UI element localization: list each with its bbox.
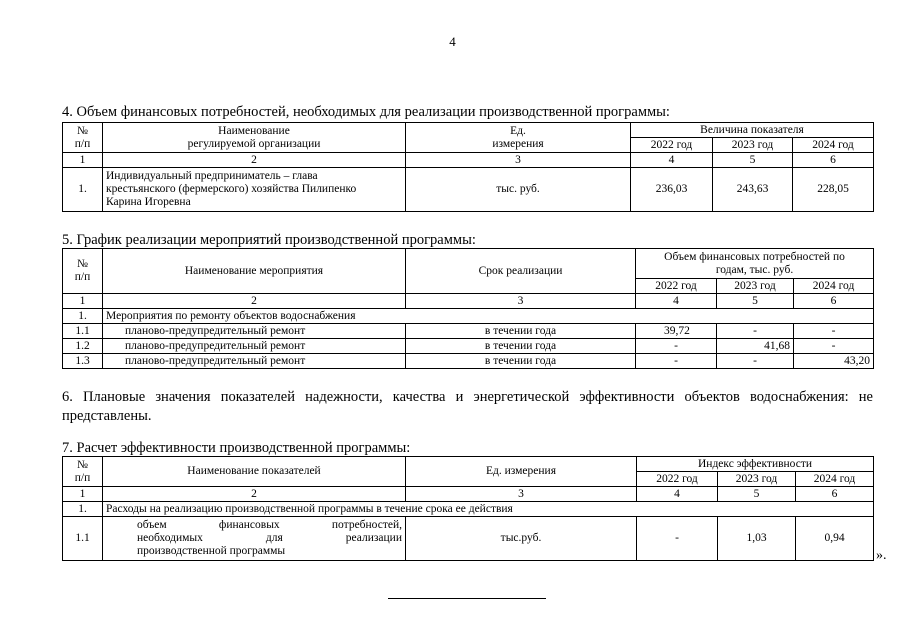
value-2023: -	[717, 354, 794, 369]
colnum: 2	[103, 153, 406, 168]
header-num: № п/п	[63, 123, 103, 153]
separator-line	[388, 598, 546, 599]
value-2024: -	[794, 339, 874, 354]
colnum: 6	[794, 294, 874, 309]
header-year-2024: 2024 год	[793, 138, 874, 153]
group-num: 1.	[63, 309, 103, 324]
schedule-table	[62, 248, 874, 369]
indicator-name-line: необходимых для реализации	[137, 532, 402, 544]
value-2022: -	[636, 354, 717, 369]
value-2024: 228,05	[793, 168, 874, 212]
event-name: планово-предупредительный ремонт	[103, 339, 406, 354]
group-row	[63, 309, 874, 324]
value-2022: 236,03	[631, 168, 713, 212]
financial-needs-table	[62, 122, 874, 212]
organization-name: Индивидуальный предприниматель – глава крестьянского (фермерского) хозяйства Пилипенко Карина Игоревна	[103, 168, 406, 212]
value-2023: -	[717, 324, 794, 339]
value-2023: 41,68	[717, 339, 794, 354]
colnum: 1	[63, 153, 103, 168]
colnum: 2	[103, 487, 406, 502]
table-row	[63, 517, 874, 561]
colnum: 5	[713, 153, 793, 168]
value-2024: 0,94	[796, 517, 874, 561]
value-2023: 243,63	[713, 168, 793, 212]
group-name: Расходы на реализацию производственной программы в течение срока ее действия	[103, 502, 874, 517]
group-num: 1.	[63, 502, 103, 517]
colnum: 4	[631, 153, 713, 168]
header-value-group: Величина показателя	[631, 123, 874, 138]
section-7-title: 7. Расчет эффективности производственной программы:	[62, 440, 411, 456]
value-2022: 39,72	[636, 324, 717, 339]
column-numbers-row	[63, 153, 874, 168]
event-period: в течении года	[406, 324, 636, 339]
group-row	[63, 502, 874, 517]
header-year-2023: 2023 год	[718, 472, 796, 487]
header-year-2024: 2024 год	[794, 279, 874, 294]
header-period: Срок реализации	[406, 249, 636, 294]
value-2022: -	[636, 339, 717, 354]
header-year-2022: 2022 год	[637, 472, 718, 487]
efficiency-table	[62, 456, 874, 561]
header-unit: Ед. измерения	[406, 123, 631, 153]
closing-quote: ».	[876, 548, 887, 563]
table-row	[63, 354, 874, 369]
colnum: 1	[63, 487, 103, 502]
header-efficiency-group: Индекс эффективности	[637, 457, 874, 472]
colnum: 3	[406, 153, 631, 168]
indicator-name-line: объем финансовых потребностей,	[137, 519, 402, 531]
colnum: 3	[406, 487, 637, 502]
row-num: 1.1	[63, 517, 103, 561]
header-year-2022: 2022 год	[636, 279, 717, 294]
value-2024: -	[794, 324, 874, 339]
column-numbers-row	[63, 294, 874, 309]
indicator-name-line: производственной программы	[137, 545, 286, 557]
colnum: 6	[793, 153, 874, 168]
page-number: 4	[449, 34, 456, 49]
colnum: 6	[796, 487, 874, 502]
colnum: 2	[103, 294, 406, 309]
unit-value: тыс. руб.	[406, 168, 631, 212]
colnum: 5	[717, 294, 794, 309]
event-period: в течении года	[406, 354, 636, 369]
indicator-name	[103, 517, 406, 561]
section-6-text: 6. Плановые значения показателей надежности, качества и энергетической эффективности объектов водоснабжения: не представлены.	[62, 389, 873, 424]
unit-value: тыс.руб.	[406, 517, 637, 561]
header-unit: Ед. измерения	[406, 457, 637, 487]
header-finance-group: Объем финансовых потребностей по годам, тыс. руб.	[636, 249, 874, 279]
section-4-title: 4. Объем финансовых потребностей, необходимых для реализации производственной программы:	[62, 104, 670, 120]
table-row	[63, 339, 874, 354]
colnum: 1	[63, 294, 103, 309]
row-num: 1.	[63, 168, 103, 212]
event-name: планово-предупредительный ремонт	[103, 324, 406, 339]
value-2022: -	[637, 517, 718, 561]
colnum: 4	[636, 294, 717, 309]
colnum: 3	[406, 294, 636, 309]
header-num: № п/п	[63, 457, 103, 487]
table-row	[63, 168, 874, 212]
colnum: 5	[718, 487, 796, 502]
row-num: 1.1	[63, 324, 103, 339]
header-year-2023: 2023 год	[713, 138, 793, 153]
column-numbers-row	[63, 487, 874, 502]
header-event-name: Наименование мероприятия	[103, 249, 406, 294]
header-year-2022: 2022 год	[631, 138, 713, 153]
header-year-2024: 2024 год	[796, 472, 874, 487]
value-2023: 1,03	[718, 517, 796, 561]
row-num: 1.3	[63, 354, 103, 369]
group-name: Мероприятия по ремонту объектов водоснабжения	[103, 309, 874, 324]
event-name: планово-предупредительный ремонт	[103, 354, 406, 369]
section-5-title: 5. График реализации мероприятий производственной программы:	[62, 232, 476, 248]
value-2024: 43,20	[794, 354, 874, 369]
row-num: 1.2	[63, 339, 103, 354]
colnum: 4	[637, 487, 718, 502]
header-organization: Наименование регулируемой организации	[103, 123, 406, 153]
header-num: № п/п	[63, 249, 103, 294]
event-period: в течении года	[406, 339, 636, 354]
header-indicator-name: Наименование показателей	[103, 457, 406, 487]
table-row	[63, 324, 874, 339]
header-year-2023: 2023 год	[717, 279, 794, 294]
